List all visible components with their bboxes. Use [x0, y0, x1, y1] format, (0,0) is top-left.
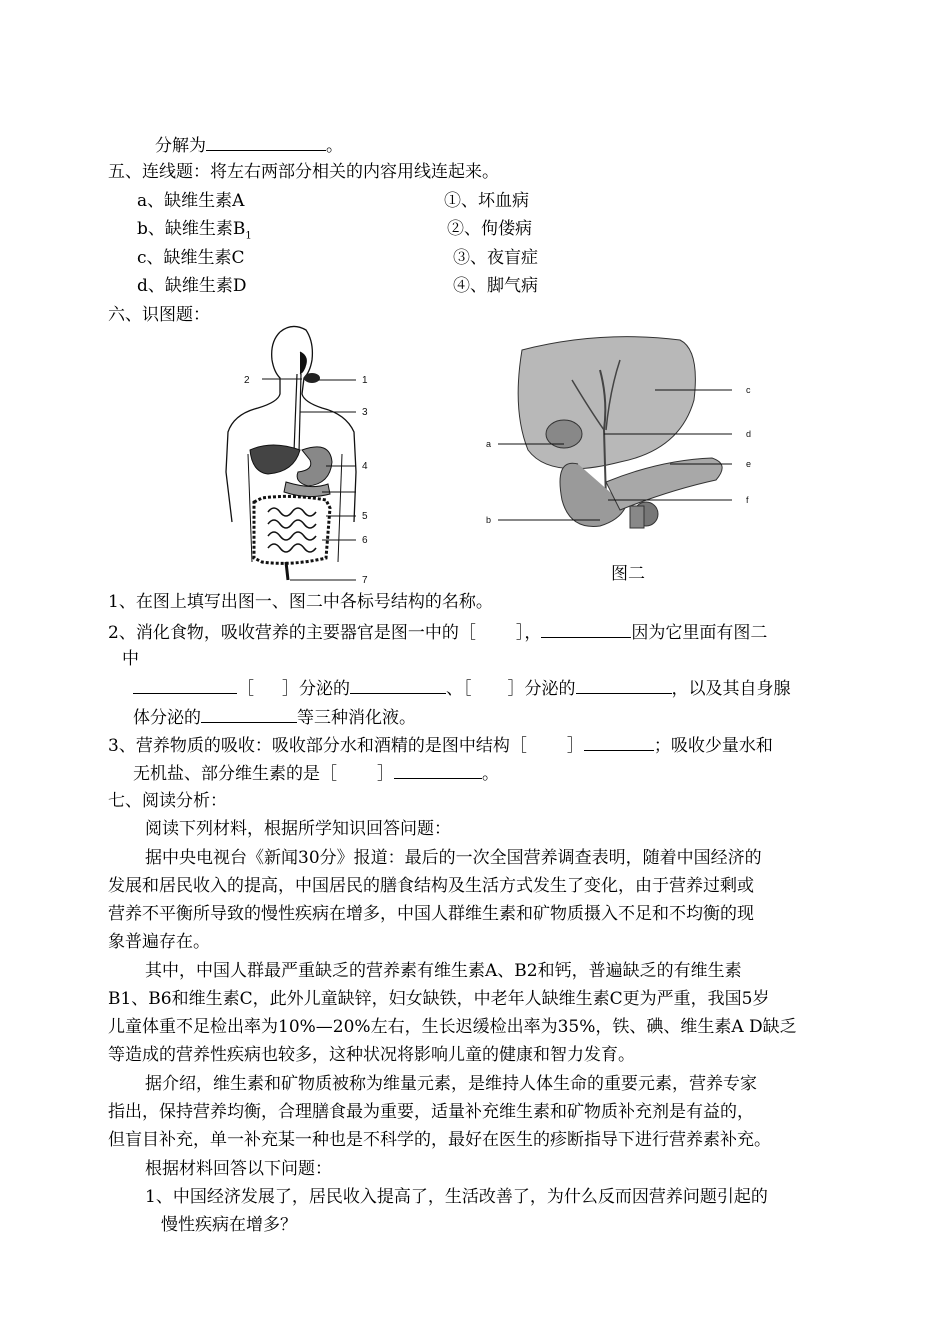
text: ［ [237, 679, 254, 699]
answer-blank[interactable] [206, 132, 326, 151]
text: 3、营养物质的吸收：吸收部分水和酒精的是图中结构［ [108, 736, 527, 756]
paragraph-2-line-3: 儿童体重不足检出率为10%—20%左右，生长迟缓检出率为35%，铁、碘、维生素A D缺乏 [108, 1017, 797, 1037]
text: 无机盐、部分维生素的是［ [133, 764, 337, 784]
fig2-label-a: a [486, 439, 492, 449]
figure-2-liver-pancreas [480, 330, 770, 560]
left-item-a: a、缺维生素A [137, 191, 245, 211]
text: ］ [566, 736, 584, 756]
right-item-1: ①、坏血病 [444, 191, 529, 211]
text: 等三种消化液。 [297, 708, 416, 728]
fig2-label-b: b [486, 515, 492, 525]
paragraph-2-line-2: B1、B6和维生素C，此外儿童缺锌，妇女缺铁，中老年人缺维生素C更为严重，我国5岁 [108, 989, 770, 1009]
reading-intro: 阅读下列材料，根据所学知识回答问题： [145, 819, 451, 839]
fig1-label-1: 1 [362, 375, 368, 386]
paragraph-3-line-1: 据介绍，维生素和矿物质被称为维量元素，是维持人体生命的重要元素，营养专家 [145, 1074, 757, 1094]
paragraph-1-line-1: 据中央电视台《新闻30分》报道：最后的一次全国营养调查表明，随着中国经济的 [145, 848, 762, 868]
text: ］， [515, 623, 542, 643]
paragraph-1-line-2: 发展和居民收入的提高，中国居民的膳食结构及生活方式发生了变化，由于营养过剩或 [108, 876, 754, 896]
right-item-3: ③、夜盲症 [453, 248, 538, 268]
answer-blank[interactable] [576, 675, 672, 694]
paragraph-1-line-4: 象普遍存在。 [108, 932, 210, 952]
section-7-title: 七、阅读分析： [108, 791, 227, 811]
question-2-line-1 [108, 619, 767, 645]
fig1-label-3: 3 [362, 407, 368, 418]
text: 因为它里面有图二 [631, 623, 768, 643]
text: ；吸收少量水和 [653, 736, 773, 756]
question-1: 1、在图上填写出图一、图二中各标号结构的名称。 [108, 592, 493, 612]
text: ，以及其自身腺 [671, 679, 791, 699]
figure-2-caption: 图二 [611, 564, 645, 584]
fig2-label-c: c [746, 385, 751, 395]
paragraph-1-line-3: 营养不平衡所导致的慢性疾病在增多，中国人群维生素和矿物质摄入不足和不均衡的现 [108, 904, 754, 924]
fig1-label-4: 4 [362, 461, 368, 472]
fig1-label-6: 6 [362, 535, 368, 546]
answer-blank[interactable] [133, 675, 237, 694]
fig1-label-5: 5 [362, 511, 368, 522]
questions-intro: 根据材料回答以下问题： [145, 1159, 332, 1179]
subscript: 1 [245, 230, 252, 242]
text: 2、消化食物，吸收营养的主要器官是图一中的［ [108, 623, 476, 643]
text: 、［ [446, 679, 472, 699]
left-item-b [137, 217, 252, 248]
section-6-title: 六、识图题： [108, 305, 210, 325]
question-7-1-line-1: 1、中国经济发展了，居民收入提高了，生活改善了，为什么反而因营养问题引起的 [145, 1187, 768, 1207]
paragraph-3-line-2: 指出，保持营养均衡，合理膳食最为重要，适量补充维生素和矿物质补充剂是有益的， [108, 1102, 754, 1122]
text: 体分泌的 [133, 708, 201, 728]
fig2-label-e: e [746, 459, 752, 469]
text: ］ [377, 764, 394, 784]
fig2-label-d: d [746, 429, 752, 439]
question-7-1-line-2: 慢性疾病在增多？ [161, 1215, 297, 1235]
question-3-line-1 [108, 732, 773, 758]
answer-blank[interactable] [394, 760, 482, 779]
question-3-line-2 [133, 760, 499, 786]
paragraph-2-line-1: 其中，中国人群最严重缺乏的营养素有维生素A、B2和钙，普遍缺乏的有维生素 [145, 961, 742, 981]
paragraph-3-line-3: 但盲目补充，单一补充某一种也是不科学的，最好在医生的疹断指导下进行营养素补充。 [108, 1130, 771, 1150]
section-5-title: 五、连线题：将左右两部分相关的内容用线连起来。 [108, 162, 499, 182]
left-item-c: c、缺维生素C [137, 248, 245, 268]
text: b、缺维生素B [137, 219, 246, 239]
right-item-4: ④、脚气病 [453, 276, 538, 296]
fig1-label-2: 2 [244, 375, 250, 386]
text: 分解为 [155, 136, 206, 156]
text: ］分泌的 [507, 679, 576, 699]
text: 。 [326, 136, 343, 156]
left-item-d: d、缺维生素D [137, 276, 247, 296]
answer-blank[interactable] [541, 619, 631, 638]
fill-line-decompose [155, 132, 343, 158]
question-2-line-3 [133, 675, 791, 701]
figure-1-digestive-system [222, 322, 412, 587]
question-2-line-2: 中 [122, 649, 139, 669]
answer-blank[interactable] [350, 675, 446, 694]
fig2-label-f: f [746, 495, 749, 505]
fig1-label-7: 7 [362, 575, 368, 586]
text: 。 [482, 764, 499, 784]
paragraph-2-line-4: 等造成的营养性疾病也较多，这种状况将影响儿童的健康和智力发育。 [108, 1045, 635, 1065]
answer-blank[interactable] [584, 732, 654, 751]
answer-blank[interactable] [201, 704, 297, 723]
right-item-2: ②、佝偻病 [447, 219, 532, 239]
text: ］分泌的 [282, 679, 350, 699]
question-2-line-4 [133, 704, 416, 730]
